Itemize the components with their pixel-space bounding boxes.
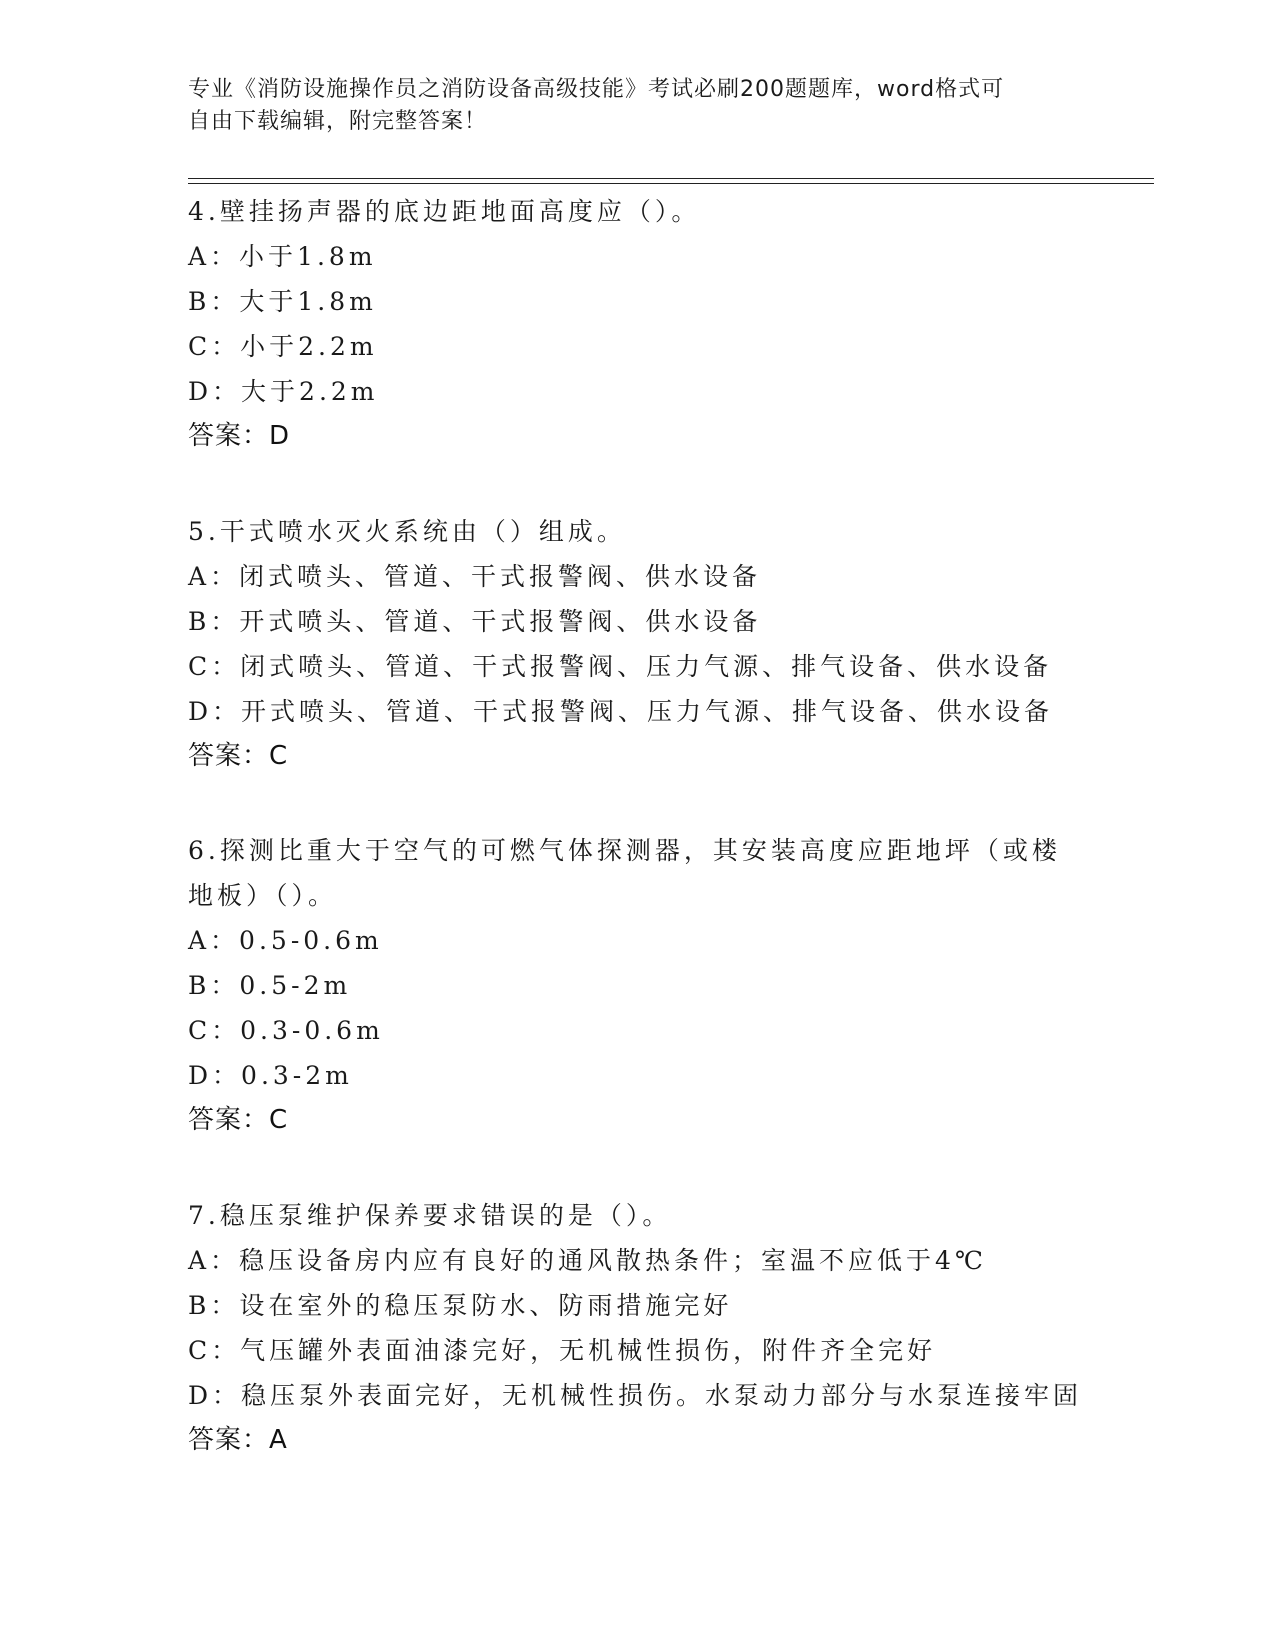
option-b: B：0.5-2m [188, 971, 352, 1000]
option-c: C：小于2.2m [188, 332, 378, 361]
header-line-1: 专业《消防设施操作员之消防设备高级技能》考试必刷200题题库，word格式可 [188, 77, 1005, 102]
option-d: D：0.3-2m [188, 1061, 353, 1090]
option-b: B：开式喷头、管道、干式报警阀、供水设备 [188, 607, 762, 636]
option-d: D：开式喷头、管道、干式报警阀、压力气源、排气设备、供水设备 [188, 697, 1054, 726]
option-d: D：稳压泵外表面完好，无机械性损伤。水泵动力部分与水泵连接牢固 [188, 1381, 1083, 1410]
document-header [188, 74, 1068, 138]
question-4 [188, 189, 1088, 459]
question-7 [188, 1193, 1088, 1463]
option-a: A：小于1.8m [188, 242, 377, 271]
answer-label: 答案：A [188, 1425, 288, 1455]
answer-label: 答案：D [188, 421, 291, 451]
option-b: B：设在室外的稳压泵防水、防雨措施完好 [188, 1291, 733, 1320]
option-a: A：闭式喷头、管道、干式报警阀、供水设备 [188, 562, 762, 591]
option-b: B：大于1.8m [188, 287, 377, 316]
question-stem: 7.稳压泵维护保养要求错误的是（）。 [188, 1201, 672, 1230]
question-5 [188, 509, 1088, 779]
question-stem: 5.干式喷水灭火系统由（）组成。 [188, 517, 626, 546]
answer-label: 答案：C [188, 741, 289, 771]
option-c: C：闭式喷头、管道、干式报警阀、压力气源、排气设备、供水设备 [188, 652, 1053, 681]
question-stem-line-2: 地板）（）。 [188, 881, 338, 910]
header-divider-top [188, 178, 1154, 179]
header-divider-bottom [188, 183, 1154, 184]
option-c: C：0.3-0.6m [188, 1016, 384, 1045]
option-d: D：大于2.2m [188, 377, 379, 406]
option-a: A：0.5-0.6m [188, 926, 383, 955]
option-c: C：气压罐外表面油漆完好，无机械性损伤，附件齐全完好 [188, 1336, 937, 1365]
question-6 [188, 828, 1088, 1143]
answer-label: 答案：C [188, 1105, 289, 1135]
header-line-2: 自由下载编辑，附完整答案！ [188, 109, 488, 134]
option-a: A：稳压设备房内应有良好的通风散热条件；室温不应低于4℃ [188, 1246, 987, 1275]
question-stem: 4.壁挂扬声器的底边距地面高度应（）。 [188, 197, 701, 226]
question-stem-line-1: 6.探测比重大于空气的可燃气体探测器，其安装高度应距地坪（或楼 [188, 836, 1061, 865]
